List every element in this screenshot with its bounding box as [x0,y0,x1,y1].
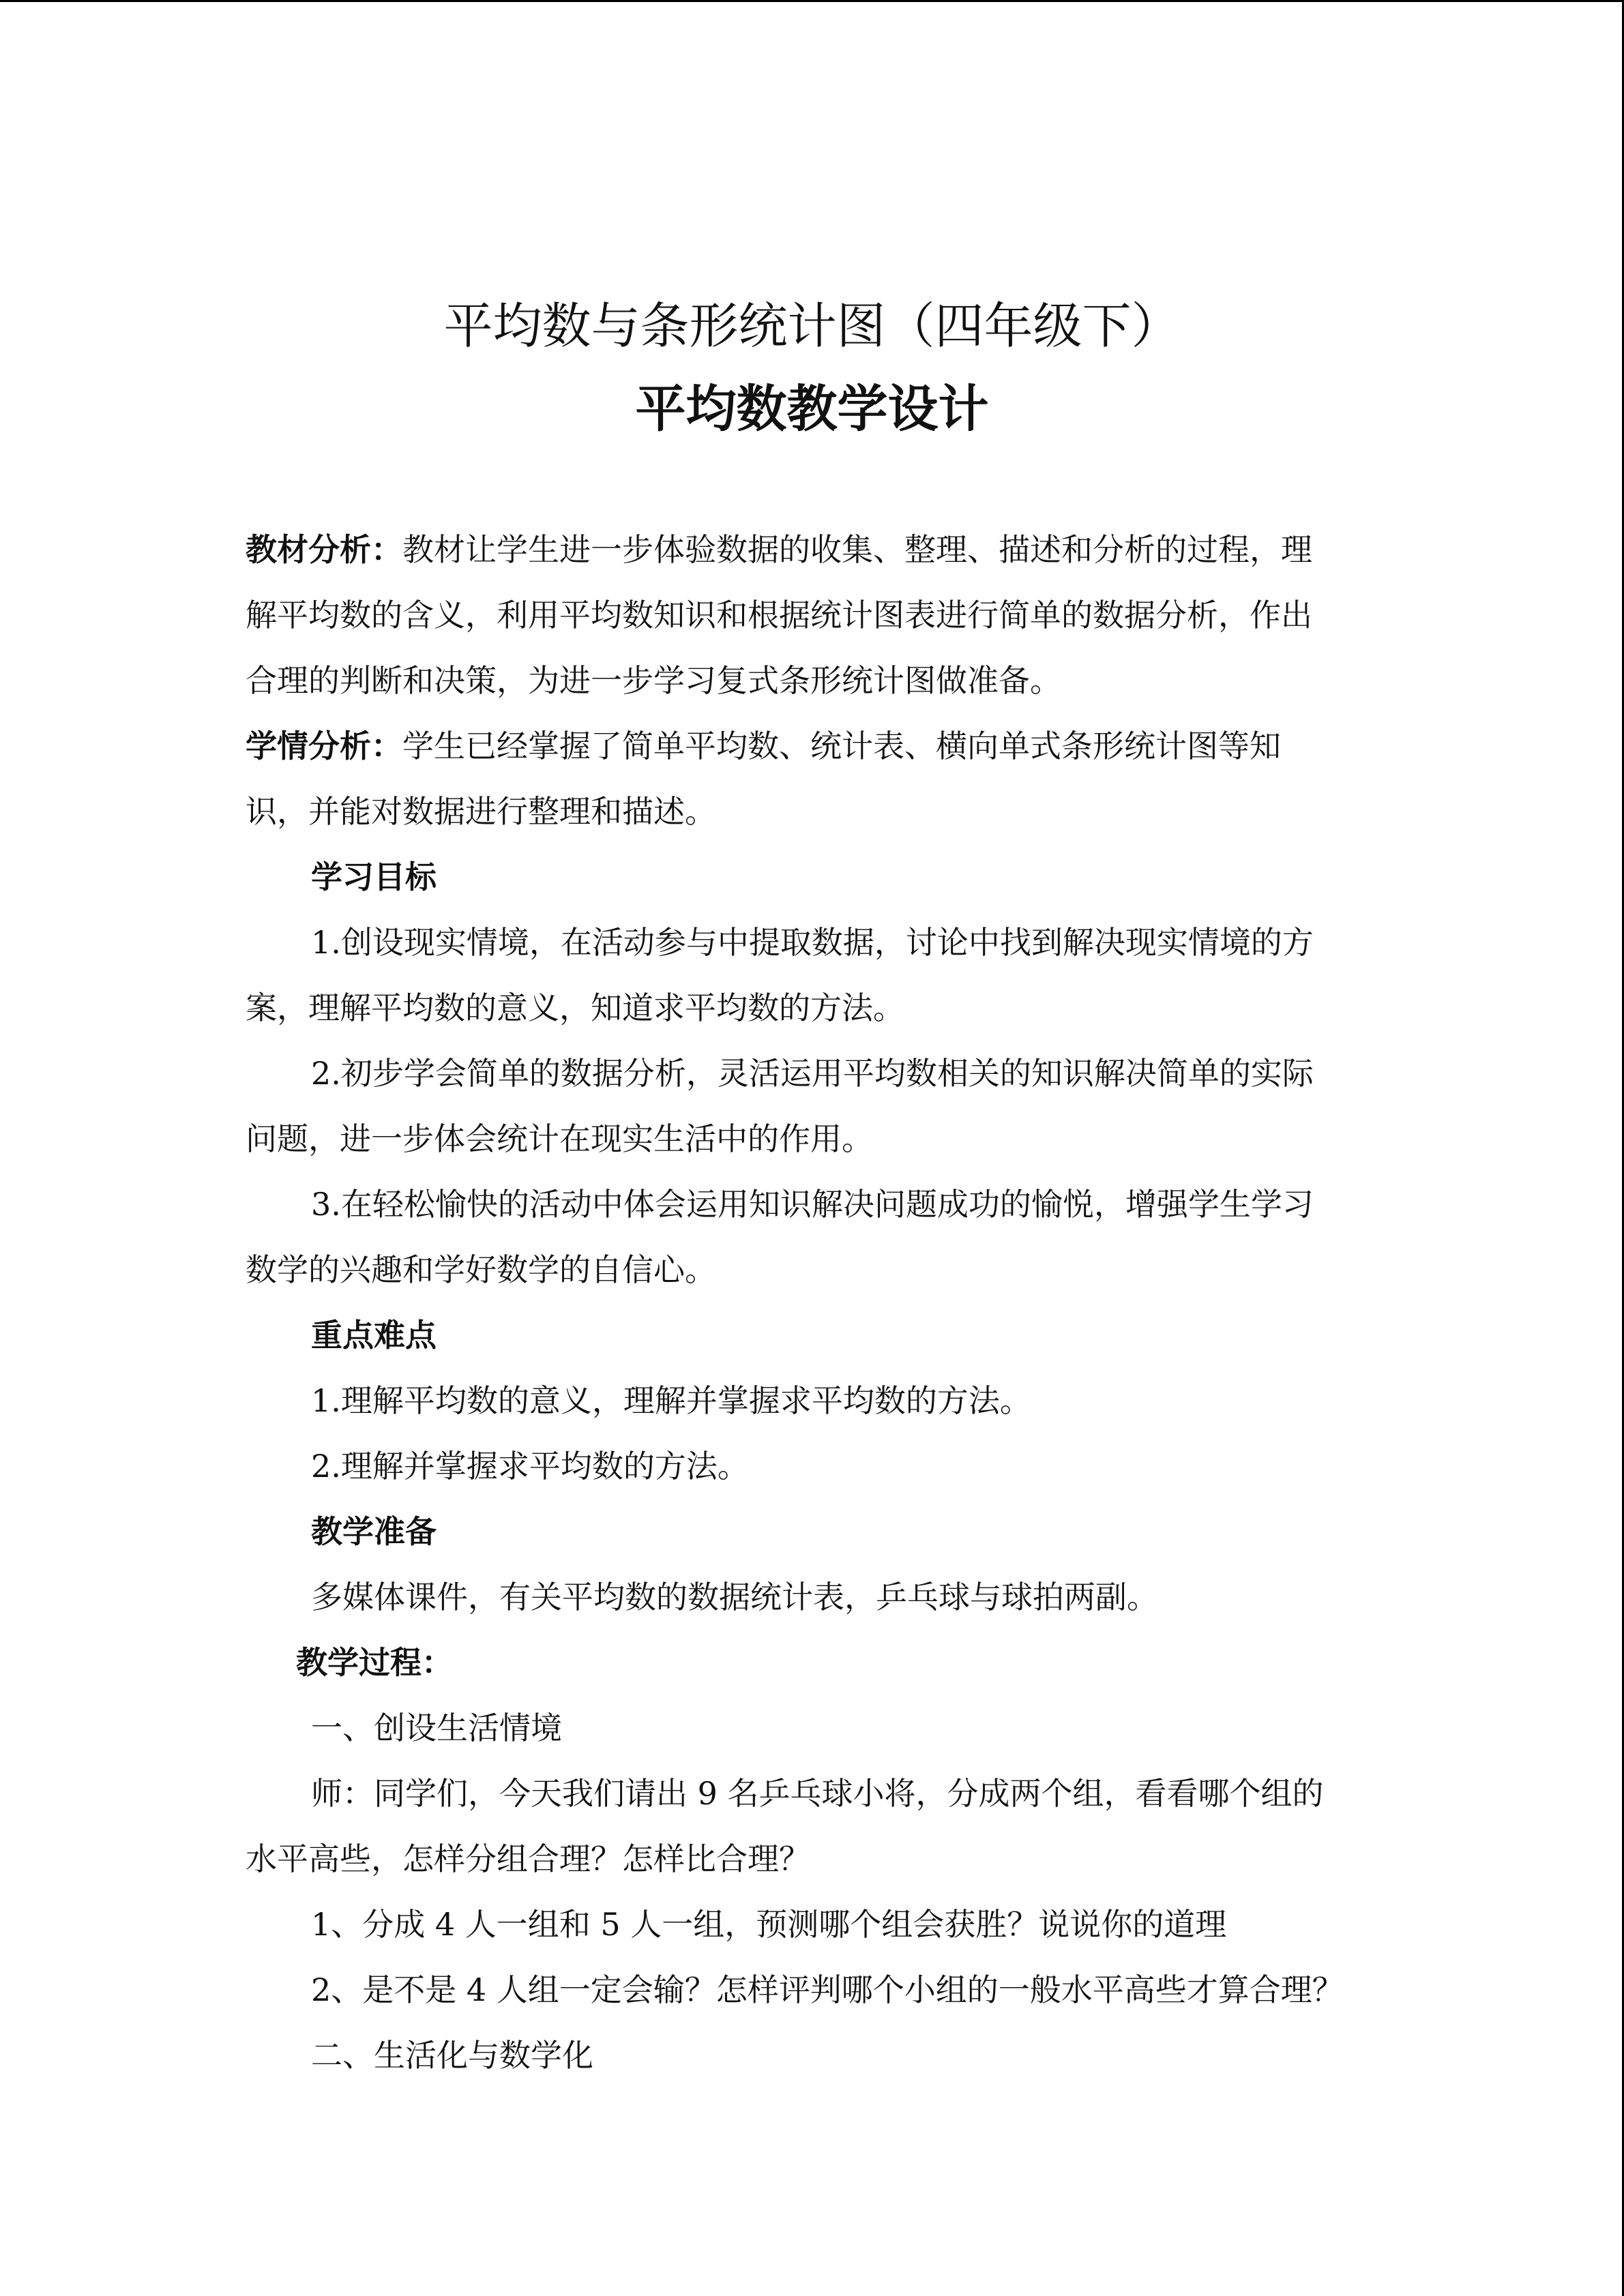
textbook-analysis [246,517,1364,713]
document-body [246,517,1364,2088]
teaching-preparation [246,1499,1364,1630]
objective-item: 1.创设现实情境，在活动参与中提取数据，讨论中找到解决现实情境的方 [311,924,1314,961]
section-heading: 二、生活化与数学化 [311,2037,593,2074]
objective-item-continued: 问题，进一步体会统计在现实生活中的作用。 [246,1120,873,1157]
teaching-process [246,1630,1364,2088]
key-points-heading: 重点难点 [311,1317,437,1354]
question-item: 2、是不是 4 人组一定会输？怎样评判哪个小组的一般水平高些才算合理？ [311,1971,1344,2008]
preparation-text: 多媒体课件，有关平均数的数据统计表，乒乓球与球拍两副。 [311,1579,1158,1615]
objectives-heading: 学习目标 [311,859,437,895]
section-heading: 一、创设生活情境 [311,1710,562,1746]
textbook-analysis-line: 教材让学生进一步体验数据的收集、整理、描述和分析的过程，理 [402,531,1312,568]
preparation-heading: 教学准备 [311,1513,437,1550]
student-analysis [246,713,1364,844]
teacher-speech: 师：同学们，今天我们请出 9 名乒乓球小将，分成两个组，看看哪个组的 [311,1775,1324,1812]
document-subtitle: 平均数教学设计 [635,380,989,438]
objective-item-continued: 案，理解平均数的意义，知道求平均数的方法。 [246,989,904,1026]
student-analysis-line: 学生已经掌握了简单平均数、统计表、横向单式条形统计图等知 [402,728,1281,764]
textbook-analysis-label: 教材分析： [246,531,402,568]
student-analysis-line: 识，并能对数据进行整理和描述。 [246,793,716,830]
textbook-analysis-line: 合理的判断和决策，为进一步学习复式条形统计图做准备。 [246,662,1061,699]
learning-objectives [246,844,1364,1302]
key-points [246,1302,1364,1499]
question-item: 1、分成 4 人一组和 5 人一组，预测哪个组会获胜？说说你的道理 [311,1906,1227,1943]
objective-item-continued: 数学的兴趣和学好数学的自信心。 [246,1251,716,1288]
textbook-analysis-line: 解平均数的含义，利用平均数知识和根据统计图表进行简单的数据分析，作出 [246,597,1312,633]
document-title: 平均数与条形统计图（四年级下） [443,297,1181,355]
page-border-top [0,0,1624,2]
process-heading: 教学过程： [296,1644,453,1681]
key-point-item: 2.理解并掌握求平均数的方法。 [311,1448,749,1485]
teacher-speech-continued: 水平高些，怎样分组合理？怎样比合理？ [246,1840,810,1877]
objective-item: 2.初步学会简单的数据分析，灵活运用平均数相关的知识解决简单的实际 [311,1055,1314,1092]
key-point-item: 1.理解平均数的意义，理解并掌握求平均数的方法。 [311,1382,1031,1419]
student-analysis-label: 学情分析： [246,728,402,764]
objective-item: 3.在轻松愉快的活动中体会运用知识解决问题成功的愉悦，增强学生学习 [311,1186,1314,1223]
